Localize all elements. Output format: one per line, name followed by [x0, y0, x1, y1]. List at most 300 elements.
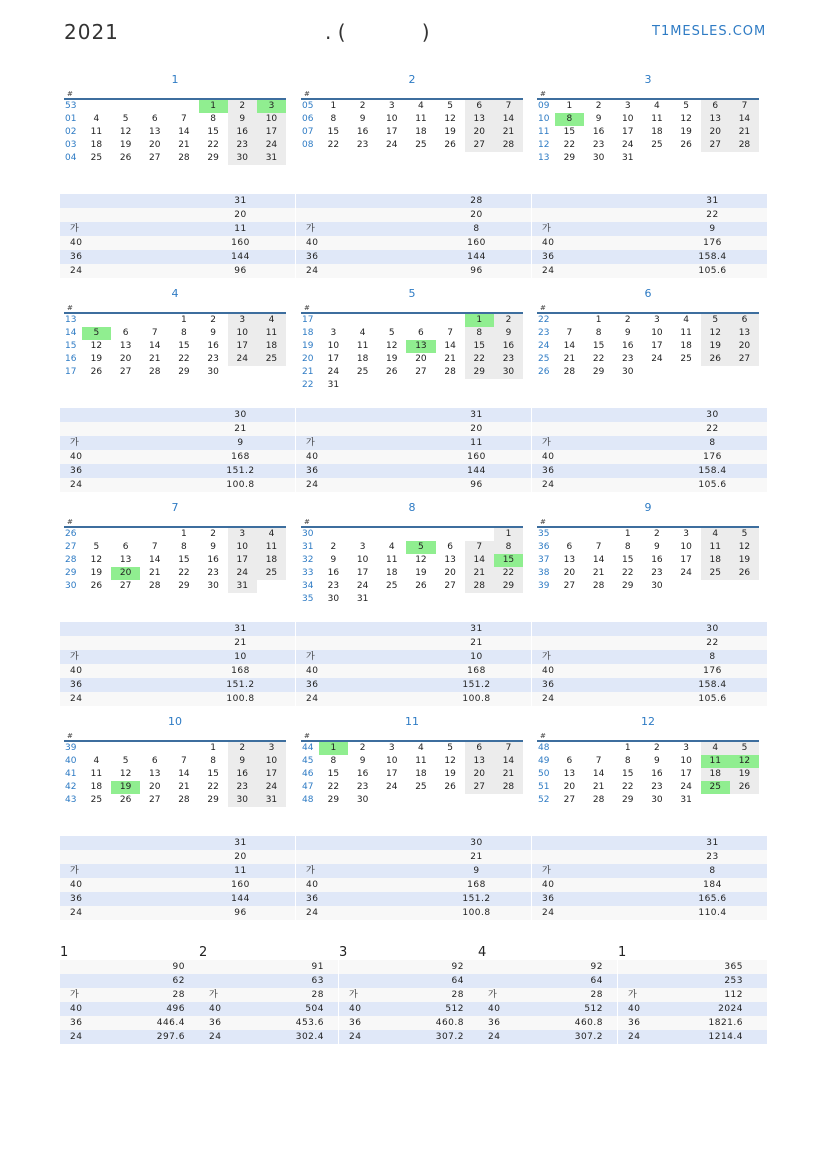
- summary-value: 96: [234, 266, 247, 276]
- summary-label: 36: [306, 252, 319, 262]
- day-cell: 15: [207, 769, 219, 779]
- day-cell: 12: [415, 555, 427, 565]
- day-cell: 14: [730, 113, 759, 126]
- week-number-header: #: [64, 302, 286, 314]
- quarter-row: [478, 1002, 617, 1016]
- summary-value: 158.4: [698, 252, 727, 262]
- day-cell: [730, 580, 759, 593]
- quarter-value: 91: [311, 962, 324, 972]
- summary-row: [532, 222, 767, 236]
- day-cell: 11: [356, 341, 369, 351]
- day-cell: 26: [386, 367, 398, 377]
- day-cell: 6: [122, 542, 129, 552]
- summary-label: 36: [306, 680, 319, 690]
- day-cell: 25: [415, 782, 427, 792]
- summary-label: 24: [70, 266, 83, 276]
- summary-value: 144: [467, 252, 486, 262]
- month-name: 8: [408, 501, 416, 514]
- day-cell: 18: [386, 568, 398, 578]
- day-cell: 9: [228, 755, 257, 768]
- day-cell: 8: [494, 541, 523, 554]
- day-cell: [701, 152, 730, 165]
- week-row: [537, 100, 759, 113]
- day-cell: [377, 314, 406, 327]
- day-cell: 7: [151, 542, 158, 552]
- summary-value: 168: [231, 452, 250, 462]
- day-cell: 19: [730, 554, 759, 567]
- quarter-row: [60, 1030, 199, 1044]
- day-cell: [584, 742, 613, 755]
- day-cell: 6: [566, 756, 573, 766]
- day-cell: 6: [122, 328, 129, 338]
- summary-row: [60, 678, 295, 692]
- day-cell: 18: [90, 140, 103, 150]
- summary-value: 9: [237, 438, 244, 448]
- week-number-header: #: [301, 730, 523, 742]
- month-summary-3: [532, 194, 767, 278]
- day-cell: 4: [418, 743, 424, 753]
- week-row: [537, 314, 759, 327]
- day-cell: [111, 100, 140, 113]
- day-cell: 7: [595, 756, 602, 766]
- week-number: 32: [302, 555, 314, 565]
- summary-value: 168: [467, 880, 486, 890]
- quarter-value: 62: [172, 976, 185, 986]
- day-cell: [436, 794, 465, 807]
- day-cell: 25: [257, 567, 286, 580]
- quarter-rows: [199, 960, 338, 1044]
- day-cell: [436, 379, 465, 392]
- day-cell: 2: [494, 314, 523, 327]
- summary-value: 168: [231, 666, 250, 676]
- day-cell: 16: [327, 568, 340, 578]
- day-cell: 13: [563, 555, 576, 565]
- day-cell: 9: [654, 756, 660, 766]
- day-cell: 6: [151, 114, 158, 124]
- day-cell: 19: [730, 768, 759, 781]
- holiday-day-cell: 3: [257, 100, 286, 113]
- day-cell: 20: [465, 126, 494, 139]
- month-name: 12: [641, 715, 655, 728]
- day-cell: 11: [90, 127, 103, 137]
- day-cell: 8: [624, 542, 631, 552]
- day-cell: 9: [210, 542, 216, 552]
- quarter-row: [60, 974, 199, 988]
- day-cell: 16: [622, 341, 634, 351]
- week-row: [301, 126, 523, 139]
- summary-label: 36: [306, 894, 319, 904]
- quarter-summary-1: [60, 946, 199, 1044]
- day-cell: 7: [595, 542, 602, 552]
- day-cell: 14: [149, 555, 161, 565]
- day-cell: 7: [566, 328, 573, 338]
- day-cell: 11: [90, 769, 103, 779]
- month-name: 6: [644, 287, 652, 300]
- day-cell: 4: [701, 528, 730, 541]
- week-row: [537, 755, 759, 768]
- day-cell: 2: [624, 315, 631, 325]
- summary-value: 151.2: [226, 466, 255, 476]
- day-cell: 29: [178, 581, 190, 591]
- week-number-header: #: [537, 302, 759, 314]
- day-cell: 19: [386, 354, 398, 364]
- day-cell: [228, 366, 257, 379]
- quarter-row: [60, 988, 199, 1002]
- quarter-value: 460.8: [574, 1018, 603, 1028]
- summary-label: 40: [542, 238, 555, 248]
- day-cell: 21: [592, 782, 605, 792]
- day-cell: 7: [465, 541, 494, 554]
- quarter-label: 40: [209, 1004, 222, 1014]
- quarter-label: 24: [488, 1032, 501, 1042]
- day-cell: 1: [210, 743, 216, 753]
- summary-row: [60, 836, 295, 850]
- day-cell: 25: [680, 354, 692, 364]
- day-cell: 24: [327, 367, 340, 377]
- day-cell: 29: [207, 153, 219, 163]
- quarter-value: 453.6: [295, 1018, 324, 1028]
- holiday-day-cell: 1: [199, 100, 228, 113]
- summary-row: [60, 664, 295, 678]
- week-row: [537, 528, 759, 541]
- day-cell: 29: [563, 153, 576, 163]
- week-row: [301, 781, 523, 794]
- day-cell: 22: [207, 140, 219, 150]
- week-number: 24: [538, 341, 550, 351]
- day-cell: 20: [415, 354, 427, 364]
- day-cell: [377, 528, 406, 541]
- day-cell: 23: [356, 140, 369, 150]
- day-cell: 4: [388, 542, 395, 552]
- summary-label: 36: [70, 894, 83, 904]
- week-number: 35: [538, 529, 550, 539]
- week-number: 44: [302, 743, 314, 753]
- day-cell: 13: [149, 769, 161, 779]
- day-cell: 25: [386, 581, 398, 591]
- summary-value: 151.2: [462, 680, 491, 690]
- week-row: [301, 100, 523, 113]
- day-cell: 28: [178, 153, 190, 163]
- quarter-heading: 3: [339, 945, 348, 960]
- day-cell: 10: [327, 341, 340, 351]
- summary-row: [60, 650, 295, 664]
- week-row: [301, 366, 523, 379]
- day-cell: [494, 794, 523, 807]
- week-row: [64, 567, 286, 580]
- day-cell: 12: [386, 341, 398, 351]
- day-cell: 6: [151, 756, 158, 766]
- summary-value: 151.2: [462, 894, 491, 904]
- week-number: 01: [65, 114, 77, 124]
- week-row: [64, 139, 286, 152]
- week-number: 51: [538, 782, 550, 792]
- day-cell: 5: [122, 114, 129, 124]
- summary-row: [296, 678, 531, 692]
- day-cell: 28: [494, 139, 523, 152]
- summary-label: 가: [70, 866, 80, 876]
- day-cell: 27: [563, 795, 576, 805]
- day-cell: [319, 314, 348, 327]
- week-number: 37: [538, 555, 550, 565]
- summary-label: 가: [306, 224, 316, 234]
- day-cell: 12: [701, 327, 730, 340]
- week-row: [64, 768, 286, 781]
- week-number-header: #: [301, 302, 523, 314]
- day-cell: 28: [149, 581, 161, 591]
- month-6: [537, 286, 759, 379]
- day-cell: 14: [494, 755, 523, 768]
- day-cell: 26: [701, 353, 730, 366]
- day-cell: [319, 528, 348, 541]
- day-cell: 5: [447, 101, 453, 111]
- week-number: 30: [65, 581, 77, 591]
- quarter-row: [478, 974, 617, 988]
- holiday-day-cell: 11: [701, 755, 730, 768]
- month-7: [64, 500, 286, 593]
- day-cell: [377, 379, 406, 392]
- quarter-value: 253: [724, 976, 743, 986]
- day-cell: 9: [359, 756, 366, 766]
- quarter-value: 90: [172, 962, 185, 972]
- day-cell: [436, 593, 465, 606]
- week-number-header: #: [64, 730, 286, 742]
- summary-value: 31: [470, 624, 483, 634]
- summary-row: [60, 850, 295, 864]
- month-5: [301, 286, 523, 392]
- day-cell: 22: [178, 354, 190, 364]
- month-name: 9: [644, 501, 652, 514]
- summary-value: 144: [467, 466, 486, 476]
- day-cell: 12: [444, 756, 456, 766]
- day-cell: 27: [465, 139, 494, 152]
- day-cell: 16: [494, 340, 523, 353]
- week-number: 04: [65, 153, 77, 163]
- week-number-header: #: [537, 88, 759, 100]
- day-cell: 5: [388, 328, 395, 338]
- summary-value: 31: [234, 196, 247, 206]
- week-number: 02: [65, 127, 77, 137]
- site-logo-link[interactable]: T1MESLES.COM: [652, 24, 767, 39]
- year-title: 2021: [64, 20, 119, 44]
- day-cell: 19: [90, 354, 103, 364]
- quarter-row: [199, 974, 338, 988]
- day-cell: [257, 580, 286, 593]
- day-cell: 8: [330, 114, 337, 124]
- summary-row: [296, 892, 531, 906]
- day-cell: [82, 528, 111, 541]
- holiday-day-cell: 19: [111, 781, 140, 794]
- day-cell: 28: [563, 367, 576, 377]
- summary-row: [532, 892, 767, 906]
- week-row: [537, 781, 759, 794]
- day-cell: [494, 593, 523, 606]
- summary-row: [296, 464, 531, 478]
- day-cell: 24: [622, 140, 634, 150]
- quarter-label: 가: [628, 990, 638, 1000]
- day-cell: 18: [701, 768, 730, 781]
- summary-row: [296, 878, 531, 892]
- quarter-summary-2: [199, 946, 338, 1044]
- week-number: 15: [65, 341, 77, 351]
- day-cell: 27: [465, 781, 494, 794]
- week-number: 26: [538, 367, 550, 377]
- day-cell: 5: [701, 314, 730, 327]
- quarter-value: 92: [590, 962, 603, 972]
- day-cell: 15: [622, 769, 634, 779]
- week-row: [64, 742, 286, 755]
- summary-label: 36: [542, 894, 555, 904]
- day-cell: 17: [356, 568, 369, 578]
- day-cell: [701, 794, 730, 807]
- week-row: [301, 353, 523, 366]
- day-cell: 16: [207, 341, 219, 351]
- summary-row: [60, 422, 295, 436]
- summary-row: [296, 208, 531, 222]
- day-cell: [436, 528, 465, 541]
- day-cell: 14: [563, 341, 576, 351]
- week-number: 35: [302, 594, 314, 604]
- quarter-row: [199, 1030, 338, 1044]
- quarter-summary-4: [478, 946, 617, 1044]
- summary-row: [60, 906, 295, 920]
- summary-label: 24: [542, 480, 555, 490]
- day-cell: 10: [228, 541, 257, 554]
- day-cell: 30: [494, 366, 523, 379]
- week-row: [537, 353, 759, 366]
- day-cell: 23: [228, 781, 257, 794]
- day-cell: 30: [356, 795, 369, 805]
- week-number-header: #: [301, 516, 523, 528]
- summary-row: [532, 194, 767, 208]
- day-cell: 20: [149, 140, 161, 150]
- summary-row: [532, 836, 767, 850]
- summary-value: 165.6: [698, 894, 727, 904]
- week-row: [301, 528, 523, 541]
- quarter-label: 24: [628, 1032, 641, 1042]
- quarter-value: 28: [451, 990, 464, 1000]
- day-cell: 1: [595, 315, 602, 325]
- summary-label: 40: [542, 666, 555, 676]
- summary-value: 11: [234, 224, 247, 234]
- day-cell: 19: [90, 568, 103, 578]
- day-cell: 2: [228, 100, 257, 113]
- summary-value: 110.4: [698, 908, 727, 918]
- day-cell: 24: [386, 782, 398, 792]
- day-cell: 15: [327, 127, 340, 137]
- day-cell: 6: [701, 100, 730, 113]
- day-cell: 30: [207, 367, 219, 377]
- quarter-row: [478, 1030, 617, 1044]
- summary-value: 176: [703, 666, 722, 676]
- month-name: 11: [405, 715, 419, 728]
- quarter-value: 28: [590, 990, 603, 1000]
- summary-value: 30: [234, 410, 247, 420]
- day-cell: [701, 366, 730, 379]
- summary-row: [60, 864, 295, 878]
- day-cell: [555, 742, 584, 755]
- summary-row: [532, 906, 767, 920]
- day-cell: 18: [415, 127, 427, 137]
- day-cell: 18: [701, 554, 730, 567]
- day-cell: 3: [359, 542, 366, 552]
- quarter-rows: [618, 960, 767, 1044]
- day-cell: 29: [622, 581, 634, 591]
- day-cell: [642, 366, 671, 379]
- summary-row: [296, 650, 531, 664]
- day-cell: 31: [622, 153, 634, 163]
- day-cell: 20: [444, 568, 456, 578]
- day-cell: 19: [415, 568, 427, 578]
- month-4: [64, 286, 286, 379]
- summary-row: [60, 878, 295, 892]
- day-cell: 9: [494, 327, 523, 340]
- day-cell: 20: [465, 768, 494, 781]
- day-cell: 4: [257, 528, 286, 541]
- day-cell: 21: [149, 568, 161, 578]
- summary-value: 160: [467, 452, 486, 462]
- summary-value: 144: [231, 252, 250, 262]
- summary-label: 24: [306, 480, 319, 490]
- week-number: 50: [538, 769, 550, 779]
- quarter-row: [618, 1016, 767, 1030]
- summary-row: [532, 208, 767, 222]
- week-row: [537, 742, 759, 755]
- summary-row: [60, 464, 295, 478]
- summary-row: [296, 664, 531, 678]
- summary-value: 10: [470, 652, 483, 662]
- quarter-row: [339, 1016, 478, 1030]
- day-cell: 28: [178, 795, 190, 805]
- summary-row: [532, 478, 767, 492]
- week-row: [301, 742, 523, 755]
- summary-value: 20: [470, 424, 483, 434]
- day-cell: 28: [592, 795, 605, 805]
- month-summary-4: [60, 408, 295, 492]
- day-cell: 2: [359, 101, 366, 111]
- quarter-row: [60, 1016, 199, 1030]
- summary-value: 176: [703, 238, 722, 248]
- day-cell: 8: [595, 328, 602, 338]
- summary-label: 40: [70, 880, 83, 890]
- summary-row: [60, 692, 295, 706]
- summary-value: 21: [234, 638, 247, 648]
- summary-row: [296, 478, 531, 492]
- summary-label: 36: [306, 466, 319, 476]
- day-cell: 15: [563, 127, 576, 137]
- summary-label: 36: [70, 252, 83, 262]
- day-cell: [348, 314, 377, 327]
- day-cell: 30: [592, 153, 605, 163]
- day-cell: 26: [444, 140, 456, 150]
- quarter-value: 1214.4: [708, 1032, 743, 1042]
- day-cell: 18: [651, 127, 663, 137]
- week-number: 34: [302, 581, 314, 591]
- day-cell: 10: [228, 327, 257, 340]
- day-cell: 21: [494, 768, 523, 781]
- summary-value: 20: [234, 852, 247, 862]
- summary-value: 184: [703, 880, 722, 890]
- day-cell: [730, 366, 759, 379]
- day-cell: [406, 593, 435, 606]
- quarter-summary-5: [618, 946, 767, 1044]
- summary-row: [60, 236, 295, 250]
- day-cell: 17: [386, 769, 398, 779]
- week-row: [301, 794, 523, 807]
- day-cell: 11: [386, 555, 398, 565]
- day-cell: 25: [90, 153, 103, 163]
- day-cell: 22: [494, 567, 523, 580]
- summary-label: 가: [306, 866, 316, 876]
